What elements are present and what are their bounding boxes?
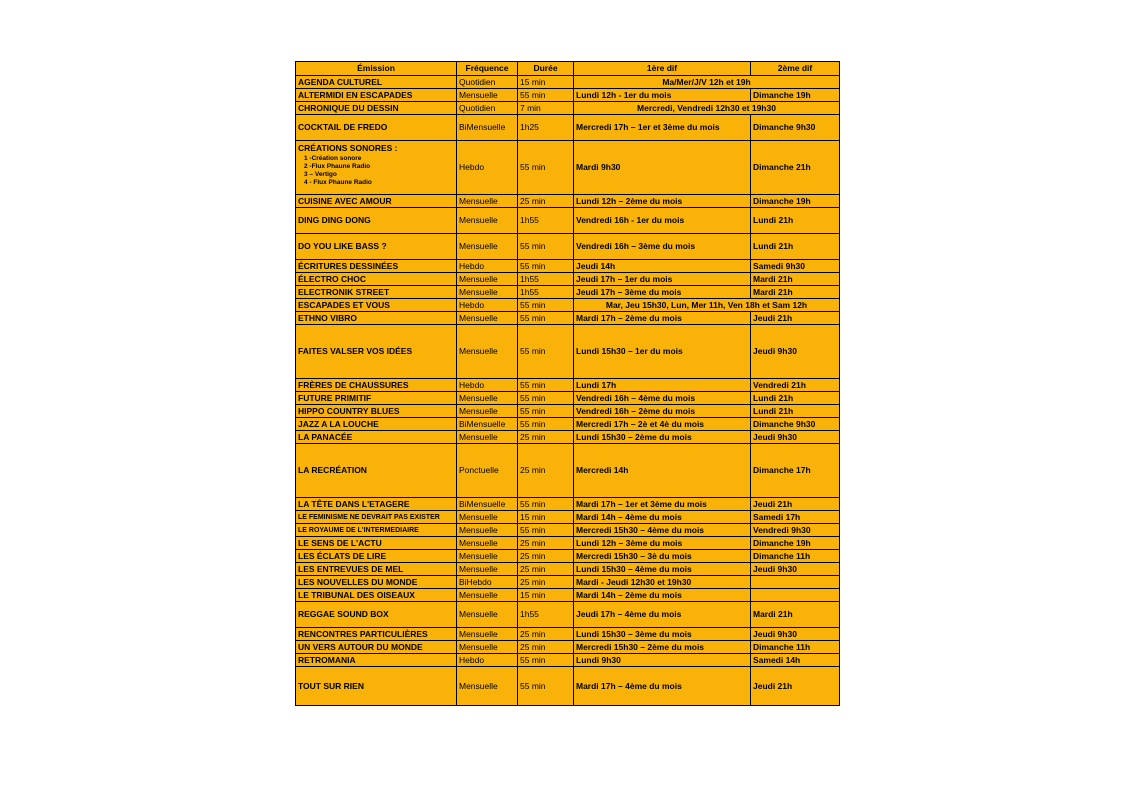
dif1-cell: Lundi 12h – 2ème du mois: [574, 195, 751, 208]
duree-cell: 25 min: [518, 641, 574, 654]
emission-subitems: [298, 155, 454, 187]
dif2-cell: Dimanche 9h30: [751, 418, 840, 431]
frequence-cell: Mensuelle: [457, 563, 518, 576]
dif2-cell: Dimanche 17h: [751, 444, 840, 498]
table-row: [296, 76, 840, 89]
duree-cell: 55 min: [518, 260, 574, 273]
frequence-cell: Mensuelle: [457, 89, 518, 102]
table-row: [296, 379, 840, 392]
table-row: [296, 141, 840, 195]
dif2-cell: Jeudi 21h: [751, 498, 840, 511]
dif1-cell: Mercredi 15h30 – 4ème du mois: [574, 524, 751, 537]
frequence-cell: Mensuelle: [457, 325, 518, 379]
dif1-cell: Vendredi 16h - 1er du mois: [574, 208, 751, 234]
table-row: [296, 524, 840, 537]
emission-cell: CUISINE AVEC AMOUR: [296, 195, 457, 208]
frequence-cell: Hebdo: [457, 654, 518, 667]
emission-cell: LA PANACÉE: [296, 431, 457, 444]
emission-cell: LES ÉCLATS DE LIRE: [296, 550, 457, 563]
emission-cell: UN VERS AUTOUR DU MONDE: [296, 641, 457, 654]
dif1-cell: Mardi 17h – 4ème du mois: [574, 667, 751, 706]
dif1-cell: Vendredi 16h – 3ème du mois: [574, 234, 751, 260]
emission-cell: LA TÊTE DANS L'ETAGERE: [296, 498, 457, 511]
table-row: [296, 312, 840, 325]
dif1-cell: Lundi 12h - 1er du mois: [574, 89, 751, 102]
duree-cell: 1h55: [518, 602, 574, 628]
duree-cell: 25 min: [518, 628, 574, 641]
table-row: [296, 208, 840, 234]
duree-cell: 1h55: [518, 208, 574, 234]
duree-cell: 7 min: [518, 102, 574, 115]
dif2-cell: Dimanche 19h: [751, 195, 840, 208]
frequence-cell: Ponctuelle: [457, 444, 518, 498]
table-row: [296, 498, 840, 511]
table-row: [296, 273, 840, 286]
table-row: [296, 102, 840, 115]
emission-cell: DING DING DONG: [296, 208, 457, 234]
dif2-cell: Jeudi 9h30: [751, 325, 840, 379]
frequence-cell: BiMensuelle: [457, 115, 518, 141]
dif2-cell: Lundi 21h: [751, 234, 840, 260]
emission-subitem: 2 -Flux Phaune Radio: [304, 163, 371, 170]
table-row: [296, 325, 840, 379]
table-row: [296, 667, 840, 706]
dif2-cell: Samedi 17h: [751, 511, 840, 524]
frequence-cell: Mensuelle: [457, 208, 518, 234]
emission-cell: LE ROYAUME DE L'INTERMEDIAIRE: [296, 524, 457, 537]
emission-cell: AGENDA CULTUREL: [296, 76, 457, 89]
duree-cell: 55 min: [518, 325, 574, 379]
dif2-cell: Vendredi 9h30: [751, 524, 840, 537]
dif2-cell: Dimanche 11h: [751, 550, 840, 563]
table-row: [296, 115, 840, 141]
emission-cell: FUTURE PRIMITIF: [296, 392, 457, 405]
frequence-cell: Mensuelle: [457, 641, 518, 654]
dif1-cell: Lundi 15h30 – 3ème du mois: [574, 628, 751, 641]
table-row: [296, 654, 840, 667]
emission-cell: DO YOU LIKE BASS ?: [296, 234, 457, 260]
table-row: [296, 234, 840, 260]
frequence-cell: Hebdo: [457, 260, 518, 273]
dif2-cell: Lundi 21h: [751, 208, 840, 234]
duree-cell: 1h55: [518, 273, 574, 286]
schedule-table: [295, 61, 840, 706]
table-row: [296, 405, 840, 418]
duree-cell: 15 min: [518, 76, 574, 89]
table-row: [296, 286, 840, 299]
table-row: [296, 602, 840, 628]
table-row: [296, 444, 840, 498]
dif2-cell: Jeudi 21h: [751, 312, 840, 325]
dif1-cell: Lundi 12h – 3ème du mois: [574, 537, 751, 550]
table-row: [296, 589, 840, 602]
table-row: [296, 537, 840, 550]
table-row: [296, 195, 840, 208]
dif2-cell: Jeudi 9h30: [751, 628, 840, 641]
frequence-cell: Mensuelle: [457, 234, 518, 260]
dif2-cell: Jeudi 21h: [751, 667, 840, 706]
emission-cell: JAZZ A LA LOUCHE: [296, 418, 457, 431]
duree-cell: 25 min: [518, 576, 574, 589]
duree-cell: 15 min: [518, 589, 574, 602]
dif1-cell: Jeudi 17h – 1er du mois: [574, 273, 751, 286]
frequence-cell: Mensuelle: [457, 273, 518, 286]
duree-cell: 55 min: [518, 141, 574, 195]
dif1-cell: Lundi 15h30 – 4ème du mois: [574, 563, 751, 576]
duree-cell: 55 min: [518, 379, 574, 392]
duree-cell: 25 min: [518, 431, 574, 444]
emission-cell: LE SENS DE L'ACTU: [296, 537, 457, 550]
table-row: [296, 511, 840, 524]
frequence-cell: BiHebdo: [457, 576, 518, 589]
table-row: [296, 260, 840, 273]
header-frequence: Fréquence: [457, 62, 518, 76]
duree-cell: 55 min: [518, 89, 574, 102]
duree-cell: 55 min: [518, 498, 574, 511]
dif2-cell: Dimanche 19h: [751, 89, 840, 102]
dif1-cell: Mercredi, Vendredi 12h30 et 19h30: [574, 102, 840, 115]
dif1-cell: Lundi 17h: [574, 379, 751, 392]
table-row: [296, 392, 840, 405]
header-row: [296, 62, 840, 76]
dif2-cell: Dimanche 9h30: [751, 115, 840, 141]
emission-cell: LES NOUVELLES DU MONDE: [296, 576, 457, 589]
duree-cell: 25 min: [518, 550, 574, 563]
dif1-cell: Mardi 14h – 2ème du mois: [574, 589, 751, 602]
frequence-cell: Mensuelle: [457, 392, 518, 405]
dif2-cell: Mardi 21h: [751, 286, 840, 299]
frequence-cell: BiMensuelle: [457, 498, 518, 511]
frequence-cell: Hebdo: [457, 299, 518, 312]
dif1-cell: Mardi 17h – 1er et 3ème du mois: [574, 498, 751, 511]
dif1-cell: Mercredi 17h – 2è et 4è du mois: [574, 418, 751, 431]
duree-cell: 25 min: [518, 537, 574, 550]
dif2-cell: Lundi 21h: [751, 392, 840, 405]
frequence-cell: Mensuelle: [457, 524, 518, 537]
table-row: [296, 641, 840, 654]
dif1-cell: Jeudi 17h – 4ème du mois: [574, 602, 751, 628]
header-duree: Durée: [518, 62, 574, 76]
dif1-cell: Lundi 9h30: [574, 654, 751, 667]
frequence-cell: Mensuelle: [457, 550, 518, 563]
duree-cell: 55 min: [518, 667, 574, 706]
frequence-cell: Mensuelle: [457, 537, 518, 550]
dif1-cell: Lundi 15h30 – 2ème du mois: [574, 431, 751, 444]
header-emission: Émission: [296, 62, 457, 76]
dif2-cell: Jeudi 9h30: [751, 431, 840, 444]
dif1-cell: Mardi 9h30: [574, 141, 751, 195]
duree-cell: 55 min: [518, 405, 574, 418]
frequence-cell: Mensuelle: [457, 286, 518, 299]
duree-cell: 1h55: [518, 286, 574, 299]
duree-cell: 25 min: [518, 563, 574, 576]
duree-cell: 25 min: [518, 444, 574, 498]
duree-cell: 55 min: [518, 312, 574, 325]
dif1-cell: Jeudi 14h: [574, 260, 751, 273]
duree-cell: 55 min: [518, 392, 574, 405]
emission-cell: LE TRIBUNAL DES OISEAUX: [296, 589, 457, 602]
dif1-cell: Jeudi 17h – 3ème du mois: [574, 286, 751, 299]
frequence-cell: Mensuelle: [457, 405, 518, 418]
duree-cell: 55 min: [518, 418, 574, 431]
dif1-cell: Ma/Mer/J/V 12h et 19h: [574, 76, 840, 89]
table-row: [296, 431, 840, 444]
duree-cell: 1h25: [518, 115, 574, 141]
dif1-cell: Mercredi 15h30 – 3è du mois: [574, 550, 751, 563]
dif2-cell: Mardi 21h: [751, 602, 840, 628]
frequence-cell: Hebdo: [457, 379, 518, 392]
emission-cell: RETROMANIA: [296, 654, 457, 667]
emission-cell: CHRONIQUE DU DESSIN: [296, 102, 457, 115]
emission-cell: FRÈRES DE CHAUSSURES: [296, 379, 457, 392]
dif2-cell: Samedi 9h30: [751, 260, 840, 273]
emission-cell: LES ENTREVUES DE MEL: [296, 563, 457, 576]
emission-subitem: 4 - Flux Phaune Radio: [304, 179, 372, 186]
frequence-cell: Mensuelle: [457, 589, 518, 602]
dif2-cell: Lundi 21h: [751, 405, 840, 418]
dif2-cell: [751, 576, 840, 589]
dif1-cell: Mardi 14h – 4ème du mois: [574, 511, 751, 524]
duree-cell: 15 min: [518, 511, 574, 524]
emission-cell: FAITES VALSER VOS IDÉES: [296, 325, 457, 379]
dif2-cell: Jeudi 9h30: [751, 563, 840, 576]
emission-cell: COCKTAIL DE FREDO: [296, 115, 457, 141]
duree-cell: 55 min: [518, 654, 574, 667]
dif1-cell: Mercredi 15h30 – 2ème du mois: [574, 641, 751, 654]
frequence-cell: Mensuelle: [457, 628, 518, 641]
table-row: [296, 89, 840, 102]
frequence-cell: BiMensuelle: [457, 418, 518, 431]
schedule-body: [296, 76, 840, 706]
duree-cell: 55 min: [518, 524, 574, 537]
dif1-cell: Vendredi 16h – 4ème du mois: [574, 392, 751, 405]
dif1-cell: Mardi - Jeudi 12h30 et 19h30: [574, 576, 751, 589]
dif1-cell: Lundi 15h30 – 1er du mois: [574, 325, 751, 379]
frequence-cell: Quotidien: [457, 102, 518, 115]
emission-cell: RENCONTRES PARTICULIÈRES: [296, 628, 457, 641]
dif2-cell: Mardi 21h: [751, 273, 840, 286]
table-row: [296, 418, 840, 431]
table-row: [296, 576, 840, 589]
header-dif1: 1ère dif: [574, 62, 751, 76]
emission-cell: LE FEMINISME NE DEVRAIT PAS EXISTER: [296, 511, 457, 524]
dif1-cell: Mercredi 14h: [574, 444, 751, 498]
emission-cell: ETHNO VIBRO: [296, 312, 457, 325]
emission-subitem: 1 -Création sonore: [304, 155, 362, 162]
emission-cell: LA RECRÉATION: [296, 444, 457, 498]
header-dif2: 2ème dif: [751, 62, 840, 76]
dif1-cell: Mercredi 17h – 1er et 3ème du mois: [574, 115, 751, 141]
dif2-cell: Dimanche 21h: [751, 141, 840, 195]
frequence-cell: Mensuelle: [457, 312, 518, 325]
emission-title: CRÉATIONS SONORES :: [298, 143, 398, 153]
emission-cell: ELECTRONIK STREET: [296, 286, 457, 299]
duree-cell: 55 min: [518, 234, 574, 260]
frequence-cell: Mensuelle: [457, 431, 518, 444]
frequence-cell: Hebdo: [457, 141, 518, 195]
dif2-cell: Vendredi 21h: [751, 379, 840, 392]
table-row: [296, 550, 840, 563]
frequence-cell: Mensuelle: [457, 602, 518, 628]
dif2-cell: [751, 589, 840, 602]
emission-cell: ESCAPADES ET VOUS: [296, 299, 457, 312]
table-row: [296, 628, 840, 641]
frequence-cell: Mensuelle: [457, 195, 518, 208]
emission-cell: TOUT SUR RIEN: [296, 667, 457, 706]
emission-cell: REGGAE SOUND BOX: [296, 602, 457, 628]
frequence-cell: Quotidien: [457, 76, 518, 89]
dif1-cell: Mar, Jeu 15h30, Lun, Mer 11h, Ven 18h et Sam 12h: [574, 299, 840, 312]
dif2-cell: Dimanche 11h: [751, 641, 840, 654]
frequence-cell: Mensuelle: [457, 667, 518, 706]
emission-cell: ÉLECTRO CHOC: [296, 273, 457, 286]
table-row: [296, 299, 840, 312]
frequence-cell: Mensuelle: [457, 511, 518, 524]
dif2-cell: Samedi 14h: [751, 654, 840, 667]
dif1-cell: Mardi 17h – 2ème du mois: [574, 312, 751, 325]
emission-cell: [296, 141, 457, 195]
dif2-cell: Dimanche 19h: [751, 537, 840, 550]
duree-cell: 55 min: [518, 299, 574, 312]
emission-cell: ALTERMIDI EN ESCAPADES: [296, 89, 457, 102]
emission-subitem: 3 – Vertigo: [304, 171, 337, 178]
duree-cell: 25 min: [518, 195, 574, 208]
emission-cell: HIPPO COUNTRY BLUES: [296, 405, 457, 418]
table-row: [296, 563, 840, 576]
emission-cell: ÉCRITURES DESSINÉES: [296, 260, 457, 273]
dif1-cell: Vendredi 16h – 2ème du mois: [574, 405, 751, 418]
